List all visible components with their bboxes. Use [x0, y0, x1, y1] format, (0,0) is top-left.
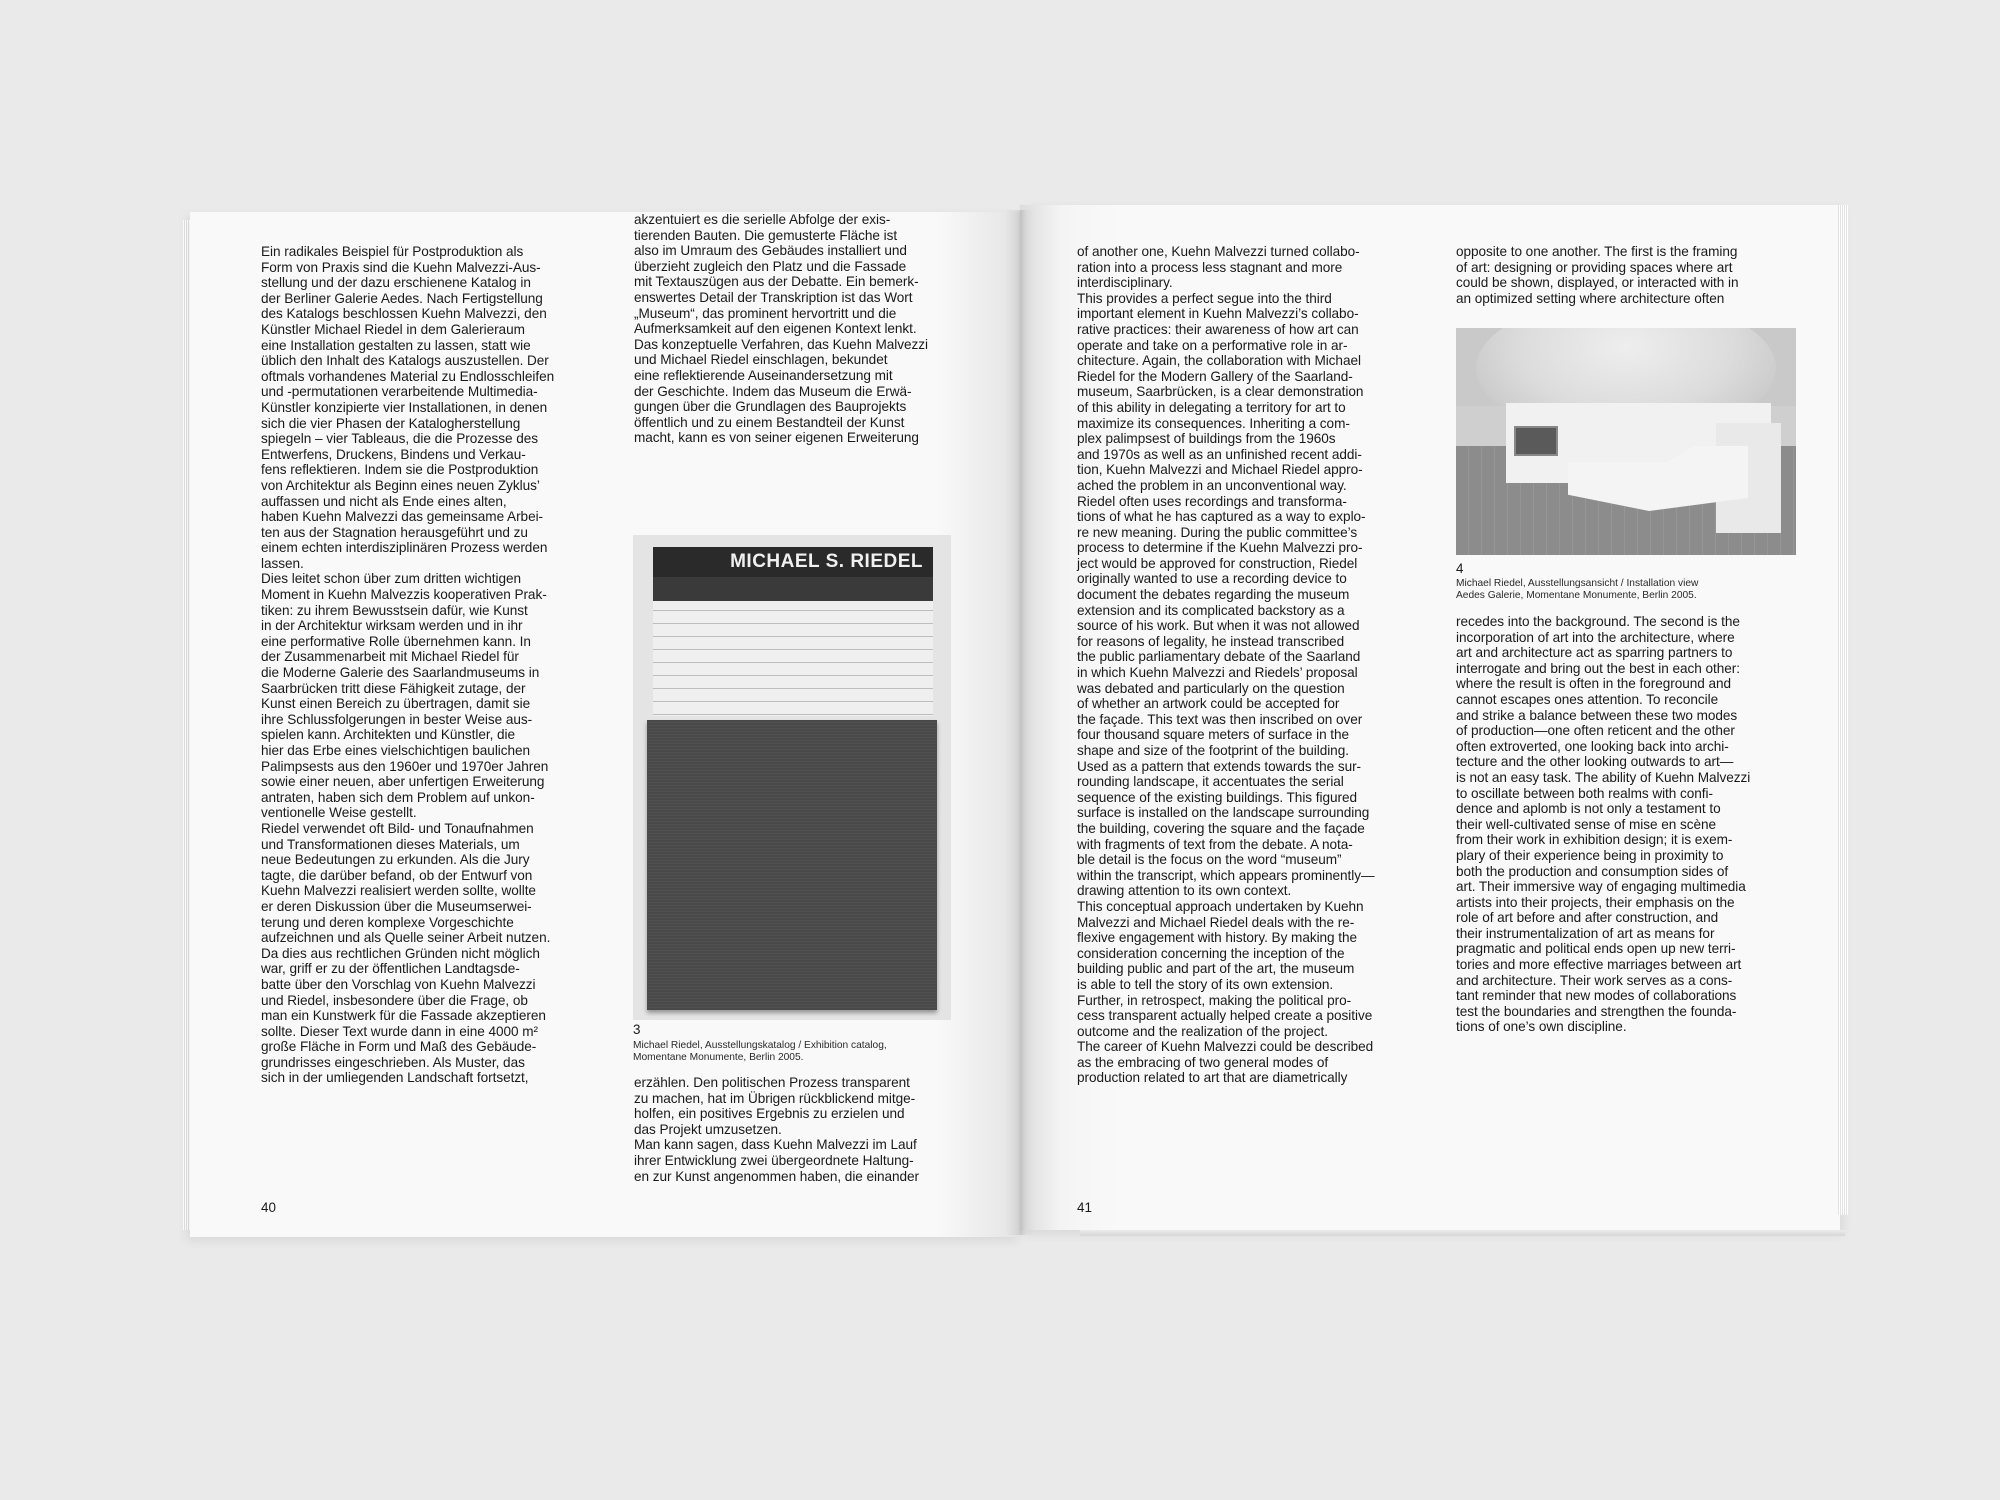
text-line: production related to art that are diametrically: [1077, 1070, 1348, 1086]
text-line: cess transparent actually helped create a positive: [1077, 1008, 1373, 1024]
text-line: ject would be approved for construction, Riedel: [1077, 555, 1358, 571]
text-line: Entwerfens, Druckens, Bindens und Verkau-: [261, 446, 526, 462]
text-line: Riedel for the Modern Gallery of the Saarland-: [1077, 368, 1353, 384]
text-line: große Fläche in Form und Maß des Gebäude-: [261, 1039, 537, 1055]
text-line: of this ability in delegating a territory for art to: [1077, 399, 1346, 415]
text-line: Moment in Kuehn Malvezzis kooperativen Prak-: [261, 587, 547, 603]
text-line: building public and part of the art, the museum: [1077, 961, 1355, 977]
text-line: tories and more effective marriages between art: [1456, 957, 1742, 973]
text-line: the building, covering the square and the façade: [1077, 820, 1365, 836]
text-line: Aedes Galerie, Momentane Monumente, Berlin 2005.: [1456, 590, 1697, 602]
text-line: the public parliamentary debate of the Saarland: [1077, 649, 1361, 665]
figure-4-installation-photo: [1456, 328, 1796, 555]
text-line: eine Installation gestalten zu lassen, statt wie: [261, 337, 531, 353]
left-column-1: [261, 244, 554, 1086]
text-line: incorporation of art into the architecture, where: [1456, 629, 1735, 645]
text-line: holfen, ein positives Ergebnis zu erzielen und: [634, 1106, 905, 1122]
text-line: überzieht zugleich den Platz und die Fassade: [634, 258, 907, 274]
text-line: fens reflektieren. Indem sie die Postproduktion: [261, 462, 539, 478]
page-edge-bottom: [1080, 1230, 1845, 1236]
text-line: re new meaning. During the public committee’s: [1077, 524, 1358, 540]
text-line: hier das Erbe eines vielschichtigen baulichen: [261, 743, 531, 758]
text-line: chitecture. Again, the collaboration with Michael: [1077, 353, 1361, 369]
book-gutter: [1005, 210, 1035, 1235]
text-line: sequence of the existing buildings. This figured: [1077, 789, 1357, 805]
video-screen: [1514, 426, 1558, 456]
text-line: their well-cultivated sense of mise en scène: [1456, 816, 1716, 832]
text-line: outcome and the realization of the project.: [1077, 1023, 1329, 1039]
text-line: interdisciplinary.: [1077, 275, 1173, 291]
text-line: macht, kann es von seiner eigenen Erweiterung: [634, 430, 919, 446]
text-line: Künstler konzipierte vier Installationen, in denen: [261, 399, 548, 415]
text-line: rounding landscape, it accentuates the serial: [1077, 774, 1344, 790]
text-line: stellung und der dazu erschienene Katalog in: [261, 275, 531, 291]
text-line: as the embracing of two general modes of: [1077, 1054, 1329, 1070]
text-line: neue Bedeutungen zu erkunden. Als die Jury: [261, 852, 530, 868]
text-line: gungen über die Grundlagen des Bauprojekts: [634, 399, 907, 415]
text-line: operate and take on a performative role in ar-: [1077, 337, 1348, 353]
text-line: Palimpsests aus den 1960er und 1970er Jahren: [261, 758, 549, 774]
text-line: surface is installed on the landscape surrounding: [1077, 805, 1370, 821]
text-line: tierenden Bauten. Die gemusterte Fläche ist: [634, 227, 898, 243]
text-line: of production—one often reticent and the other: [1456, 723, 1735, 739]
text-line: also im Umraum des Gebäudes installiert und: [634, 243, 907, 259]
text-line: their instrumentalization of art as means for: [1456, 925, 1715, 941]
text-line: antraten, haben sich dem Problem auf unkon-: [261, 789, 535, 805]
text-line: with fragments of text from the debate. A nota-: [1077, 836, 1353, 852]
text-line: and strike a balance between these two modes: [1456, 707, 1738, 723]
text-line: der Geschichte. Indem das Museum die Erwä-: [634, 383, 912, 399]
text-line: ventionelle Weise gestellt.: [261, 805, 417, 821]
text-line: Michael Riedel, Ausstellungskatalog / Exhibition catalog,: [633, 1040, 887, 1051]
text-line: ration into a process less stagnant and more: [1077, 259, 1343, 275]
text-line: Riedel often uses recordings and transforma-: [1077, 493, 1347, 509]
text-line: lassen.: [261, 555, 304, 571]
text-line: Momentane Monumente, Berlin 2005.: [633, 1052, 804, 1064]
text-line: in which Kuehn Malvezzi and Riedels’ proposal: [1077, 665, 1358, 681]
text-line: und -permutationen verarbeitende Multimedia-: [261, 384, 538, 400]
left-column-2-bottom: [634, 1075, 919, 1184]
text-line: shape and size of the footprint of the building.: [1077, 743, 1349, 758]
text-line: and architecture. Their work serves as a cons-: [1456, 972, 1733, 988]
text-line: ached the problem in an unconventional way.: [1077, 477, 1347, 493]
text-line: der Zusammenarbeit mit Michael Riedel für: [261, 649, 519, 665]
text-line: einem echten interdisziplinären Prozess werden: [261, 540, 548, 556]
text-line: sollte. Dieser Text wurde dann in eine 4000 m²: [261, 1023, 539, 1039]
text-line: was debated and particularly on the question: [1077, 680, 1345, 696]
text-line: des Katalogs beschlossen Kuehn Malvezzi, den: [261, 306, 547, 322]
text-line: maximize its consequences. Inheriting a com-: [1077, 415, 1350, 431]
text-line: Kunst einen Bereich zu übertragen, damit sie: [261, 696, 531, 712]
right-column-4-bottom: [1456, 614, 1750, 1035]
text-line: Aufmerksamkeit auf den eigenen Kontext lenkt.: [634, 321, 917, 337]
text-line: ihre Schlussfolgerungen in bester Weise aus-: [261, 711, 533, 727]
catalog-transcript-lines: [653, 601, 933, 716]
text-line: auffassen und nicht als Ende eines alten,: [261, 493, 507, 509]
text-line: öffentlich und zu einem Bestandteil der Kunst: [634, 414, 905, 430]
text-line: drawing attention to its own context.: [1077, 883, 1292, 899]
text-line: en zur Kunst angenommen haben, die einander: [634, 1168, 920, 1184]
text-line: Form von Praxis sind die Kuehn Malvezzi-Aus-: [261, 259, 541, 275]
catalog-title: MICHAEL S. RIEDEL: [730, 551, 923, 572]
text-line: mit Textauszügen aus der Debatte. Ein bemerk-: [634, 274, 919, 290]
text-line: dence and aplomb is not only a testament to: [1456, 801, 1721, 817]
text-line: an optimized setting where architecture often: [1456, 290, 1725, 306]
figure-3-number: 3: [633, 1022, 641, 1037]
text-line: Kuehn Malvezzi realisiert werden sollte, wollte: [261, 883, 536, 899]
text-line: eine performative Rolle übernehmen kann. In: [261, 633, 531, 649]
text-line: in der Architektur wirksam werden und in ihr: [261, 618, 523, 634]
right-column-3: [1077, 244, 1375, 1086]
text-line: for reasons of legality, he instead transcribed: [1077, 633, 1345, 649]
text-line: sich in der umliegenden Landschaft fortsetzt,: [261, 1070, 529, 1086]
text-line: spielen kann. Architekten und Künstler, die: [261, 727, 516, 743]
text-line: enswertes Detail der Transkription ist das Wort: [634, 289, 913, 305]
text-line: could be shown, displayed, or interacted with in: [1456, 275, 1739, 291]
text-line: akzentuiert es die serielle Abfolge der exis-: [634, 212, 891, 227]
text-line: war, griff er zu der öffentlichen Landtagsde-: [261, 961, 520, 977]
text-line: from their work in exhibition design; it is exem-: [1456, 832, 1733, 848]
text-line: tecture and the other looking outwards to art—: [1456, 754, 1734, 770]
text-line: rative practices: their awareness of how art can: [1077, 321, 1359, 337]
text-line: within the transcript, which appears prominently—: [1077, 867, 1375, 883]
page-number-left: 40: [261, 1200, 276, 1215]
page-stack-right: [1838, 205, 1848, 1215]
text-line: flexive engagement with history. By making the: [1077, 930, 1358, 946]
catalog-dark-block: [647, 720, 937, 1010]
text-line: sowie einer neuen, aber unfertigen Erweiterung: [261, 774, 545, 790]
text-line: Man kann sagen, dass Kuehn Malvezzi im Lauf: [634, 1137, 917, 1153]
text-line: eine reflektierende Auseinandersetzung mit: [634, 367, 893, 383]
text-line: tion, Kuehn Malvezzi and Michael Riedel appro-: [1077, 462, 1363, 478]
text-line: art. Their immersive way of engaging multimedia: [1456, 879, 1746, 895]
text-line: consideration concerning the inception of the: [1077, 945, 1345, 961]
text-line: extension and its complicated backstory as a: [1077, 602, 1345, 618]
text-line: der Berliner Galerie Aedes. Nach Fertigstellung: [261, 290, 543, 306]
text-line: and 1970s as well as an unfinished recent addi-: [1077, 446, 1362, 462]
text-line: spiegeln – vier Tableaus, die die Prozesse des: [261, 431, 539, 447]
text-line: tagte, die darüber befand, ob der Entwurf von: [261, 867, 533, 883]
figure-3-caption: [633, 1040, 887, 1064]
catalog-banner-subtext: [653, 577, 933, 601]
text-line: tant reminder that new modes of collaborations: [1456, 988, 1737, 1004]
text-line: oftmals vorhandenes Material zu Endlosschleifen: [261, 368, 555, 384]
text-line: source of his work. But when it was not allowed: [1077, 618, 1360, 634]
text-line: process to determine if the Kuehn Malvezzi pro-: [1077, 540, 1363, 556]
text-line: Used as a pattern that extends towards the sur-: [1077, 758, 1362, 774]
text-line: test the boundaries and strengthen the founda-: [1456, 1003, 1737, 1019]
catalog-title-banner: [653, 547, 933, 577]
text-line: where the result is often in the foreground and: [1456, 676, 1731, 692]
text-line: is not an easy task. The ability of Kuehn Malvezzi: [1456, 769, 1751, 785]
text-line: both the production and consumption sides of: [1456, 863, 1729, 879]
text-line: Saarbrücken tritt diese Fähigkeit zutage, der: [261, 680, 526, 696]
text-line: The career of Kuehn Malvezzi could be described: [1077, 1039, 1374, 1055]
text-line: ten aus der Stagnation herausgeführt und zu: [261, 524, 528, 540]
text-line: Michael Riedel, Ausstellungsansicht / Installation view: [1456, 578, 1699, 589]
text-line: ble detail is the focus on the word “museum”: [1077, 852, 1342, 868]
text-line: cannot escapes ones attention. To reconcile: [1456, 691, 1719, 707]
text-line: erzählen. Den politischen Prozess transparent: [634, 1075, 910, 1090]
text-line: Dies leitet schon über zum dritten wichtigen: [261, 571, 521, 587]
text-line: originally wanted to use a recording device to: [1077, 571, 1347, 587]
text-line: of art: designing or providing spaces where art: [1456, 259, 1733, 275]
text-line: „Museum“, das prominent hervortritt und die: [634, 305, 897, 321]
left-column-2-top: [634, 212, 928, 446]
text-line: er deren Diskussion über die Museumserwei-: [261, 898, 532, 914]
text-line: die Moderne Galerie des Saarlandmuseums in: [261, 665, 540, 681]
text-line: is able to tell the story of its own extension.: [1077, 976, 1334, 992]
right-column-4-top: [1456, 244, 1738, 306]
text-line: das Projekt umzusetzen.: [634, 1121, 782, 1137]
figure-4-number: 4: [1456, 561, 1464, 576]
text-line: to oscillate between both realms with confi-: [1456, 785, 1713, 801]
text-line: haben Kuehn Malvezzi das gemeinsame Arbei-: [261, 509, 544, 525]
text-line: sich die vier Phasen der Katalogherstellung: [261, 415, 521, 431]
text-line: Da dies aus rechtlichen Gründen nicht möglich: [261, 945, 540, 961]
text-line: Künstler Michael Riedel in dem Galerieraum: [261, 321, 525, 337]
text-line: ihrer Entwicklung zwei übergeordnete Haltung-: [634, 1152, 914, 1168]
text-line: opposite to one another. The first is the framing: [1456, 244, 1738, 259]
text-line: interrogate and bring out the best in each other:: [1456, 660, 1740, 676]
page-number-right: 41: [1077, 1200, 1092, 1215]
text-line: terung und deren komplexe Vorgeschichte: [261, 914, 514, 930]
text-line: Malvezzi and Michael Riedel deals with the re-: [1077, 914, 1355, 930]
text-line: und Michael Riedel einschlagen, bekundet: [634, 352, 888, 368]
text-line: Das konzeptuelle Verfahren, das Kuehn Malvezzi: [634, 336, 928, 352]
text-line: tions of what he has captured as a way to explo-: [1077, 509, 1366, 525]
text-line: of whether an artwork could be accepted for: [1077, 696, 1340, 712]
text-line: tiken: zu ihrem Bewusstsein dafür, wie Kunst: [261, 602, 528, 618]
text-line: man ein Kunstwerk für die Fassade akzeptieren: [261, 1008, 546, 1024]
text-line: tions of one’s own discipline.: [1456, 1019, 1627, 1035]
text-line: often extroverted, one looking back into archi-: [1456, 738, 1729, 754]
text-line: of another one, Kuehn Malvezzi turned collabo-: [1077, 244, 1360, 259]
text-line: pragmatic and political ends open up new terri-: [1456, 941, 1736, 957]
text-line: von Architektur als Beginn eines neuen Zyklus’: [261, 477, 540, 493]
text-line: This conceptual approach undertaken by Kuehn: [1077, 898, 1364, 914]
text-line: museum, Saarbrücken, is a clear demonstration: [1077, 384, 1364, 400]
text-line: Ein radikales Beispiel für Postproduktion als: [261, 244, 524, 259]
text-line: the façade. This text was then inscribed on over: [1077, 711, 1363, 727]
text-line: plex palimpsest of buildings from the 1960s: [1077, 431, 1336, 447]
text-line: recedes into the background. The second is the: [1456, 614, 1740, 629]
text-line: zu machen, hat im Übrigen rückblickend mitge-: [634, 1090, 916, 1106]
text-line: role of art before and after construction, and: [1456, 910, 1719, 926]
figure-3-catalog-image: [633, 535, 951, 1020]
text-line: Further, in retrospect, making the political pro-: [1077, 992, 1352, 1008]
text-line: aufzeichnen und als Quelle seiner Arbeit nutzen.: [261, 930, 551, 946]
text-line: batte über den Vorschlag von Kuehn Malvezzi: [261, 976, 536, 992]
text-line: Riedel verwendet oft Bild- und Tonaufnahmen: [261, 820, 534, 836]
text-line: This provides a perfect segue into the third: [1077, 290, 1332, 306]
text-line: und Transformationen dieses Materials, um: [261, 836, 520, 852]
text-line: plary of their experience being in proximity to: [1456, 847, 1724, 863]
text-line: art and architecture act as sparring partners to: [1456, 645, 1733, 661]
text-line: grundrisses eingeschrieben. Als Muster, das: [261, 1054, 525, 1070]
text-line: important element in Kuehn Malvezzi’s collabo-: [1077, 306, 1359, 322]
text-line: üblich den Inhalt des Katalogs auszustellen. Der: [261, 353, 549, 369]
text-line: four thousand square meters of surface in the: [1077, 727, 1350, 743]
text-line: und Riedel, insbesondere über die Frage, ob: [261, 992, 528, 1008]
text-line: document the debates regarding the museum: [1077, 587, 1350, 603]
figure-4-caption: [1456, 578, 1698, 602]
text-line: artists into their projects, their emphasis on the: [1456, 894, 1735, 910]
